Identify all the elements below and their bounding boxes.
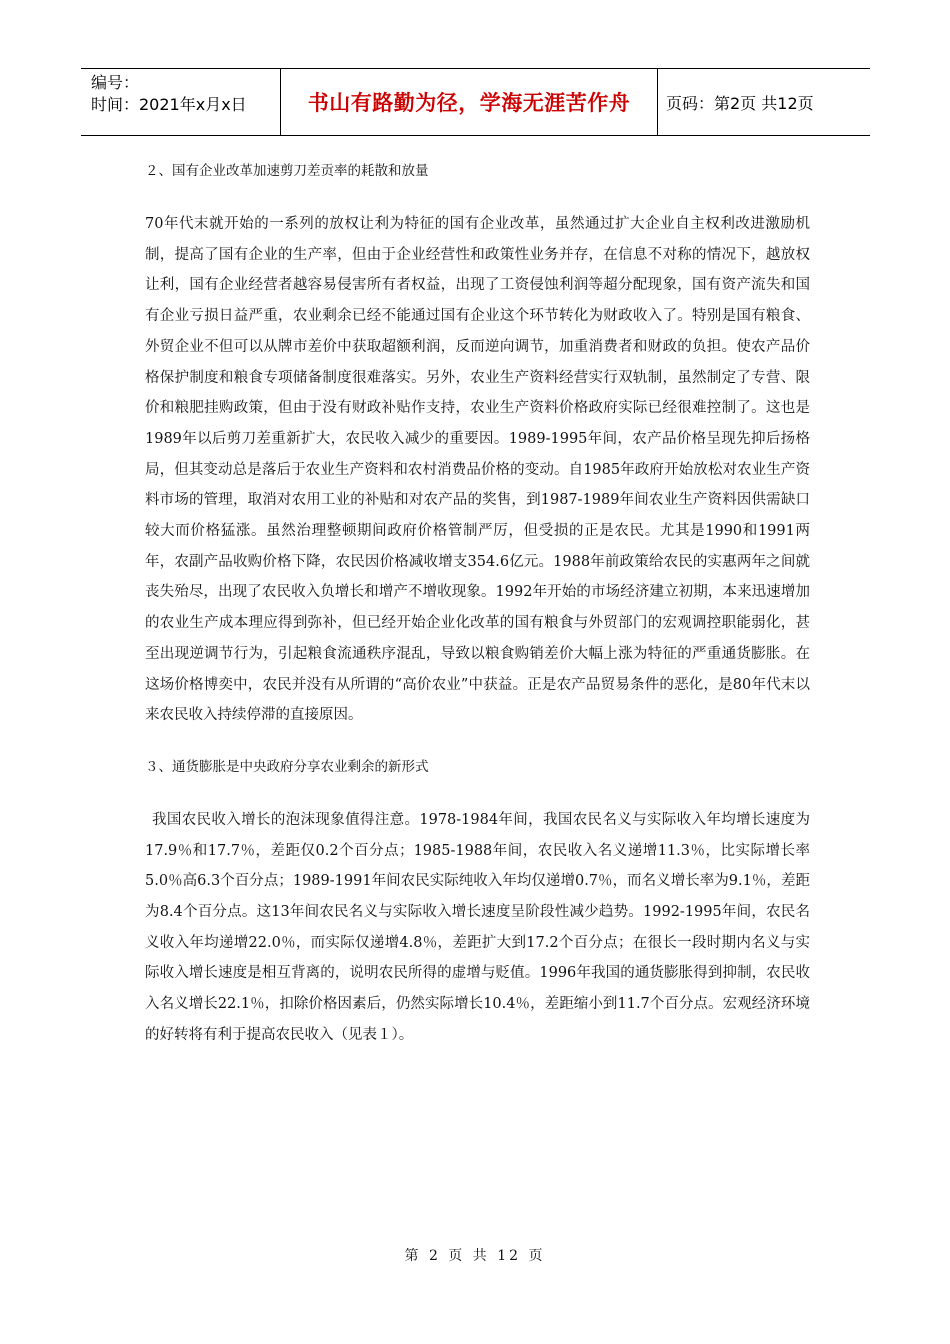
header-page-info: 页码：第2页 共12页 <box>666 93 814 113</box>
section-2-paragraph: 70年代末就开始的一系列的放权让利为特征的国有企业改革，虽然通过扩大企业自主权利改进激励机制，提高了国有企业的生产率，但由于企业经营性和政策性业务并存，在信息不对称的情况下，越放权让利，国有企业经营者越容易侵害所有者权益，出现了工资侵蚀利润等超分配现象，国有资产流失和国有企业亏损日益严重，农业剩余已经不能通过国有企业这个环节转化为财政收入了。特别是国有粮食、外贸企业不但可以从牌市差价中获取超额利润，反而逆向调节，加重消费者和财政的负担。使农产品价格保护制度和粮食专项储备制度很难落实。另外，农业生产资料经营实行双轨制，虽然制定了专营、限价和粮肥挂购政策，但由于没有财政补贴作支持，农业生产资料价格政府实际已经很难控制了。这也是1989年以后剪刀差重新扩大，农民收入减少的重要因。1989-1995年间，农产品价格呈现先抑后扬格局，但其变动总是落后于农业生产资料和农村消费品价格的变动。自1985年政府开始放松对农业生产资料市场的管理，取消对农用工业的补贴和对农产品的奖售，到1987-1989年间农业生产资料因供需缺口较大而价格猛涨。虽然治理整顿期间政府价格管制严厉，但受损的正是农民。尤其是1990和1991两年，农副产品收购价格下降，农民因价格减收增支354.6亿元。1988年前政策给农民的实惠两年之间就丧失殆尽，出现了农民收入负增长和增产不增收现象。1992年开始的市场经济建立初期，本来迅速增加的农业生产成本理应得到弥补，但已经开始企业化改革的国有粮食与外贸部门的宏观调控职能弱化，甚至出现逆调节行为，引起粮食流通秩序混乱，导致以粮食购销差价大幅上涨为特征的严重通货膨胀。在这场价格博奕中，农民并没有从所谓的“高价农业”中获益。正是农产品贸易条件的恶化，是80年代末以来农民收入持续停滞的直接原因。 <box>145 216 810 724</box>
document-header <box>81 68 870 136</box>
page-footer: 第 2 页 共 12 页 <box>404 1248 546 1264</box>
document-time-label: 时间：2021年x月x日 <box>91 95 247 114</box>
header-motto: 书山有路勤为径，学海无涯苦作舟 <box>281 69 658 135</box>
header-meta-cell <box>81 69 281 135</box>
section-3-paragraph: 我国农民收入增长的泡沫现象值得注意。1978-1984年间，我国农民名义与实际收入年均增长速度为17.9％和17.7％，差距仅0.2个百分点；1985-1988年间，农民收入名义递增11.3％，比实际增长率5.0％高6.3个百分点；1989-1991年间农民实际纯收入年均仅递增0.7％，而名义增长率为9.1％，差距为8.4个百分点。这13年间农民名义与实际收入增长速度呈阶段性减少趋势。1992-1995年间，农民名义收入年均递增22.0％，而实际仅递增4.8％，差距扩大到17.2个百分点；在很长一段时期内名义与实际收入增长速度是相互背离的，说明农民所得的虚增与贬值。1996年我国的通货膨胀得到抑制，农民收入名义增长22.1％，扣除价格因素后，仍然实际增长10.4％，差距缩小到11.7个百分点。宏观经济环境的好转将有利于提高农民收入（见表１）。 <box>145 811 810 1043</box>
document-number-label: 编号： <box>91 73 140 92</box>
document-body <box>145 155 810 1051</box>
section-3-heading: ３、通货膨胀是中央政府分享农业剩余的新形式 <box>145 758 429 775</box>
section-2-heading: ２、国有企业改革加速剪刀差贡率的耗散和放量 <box>145 163 429 179</box>
